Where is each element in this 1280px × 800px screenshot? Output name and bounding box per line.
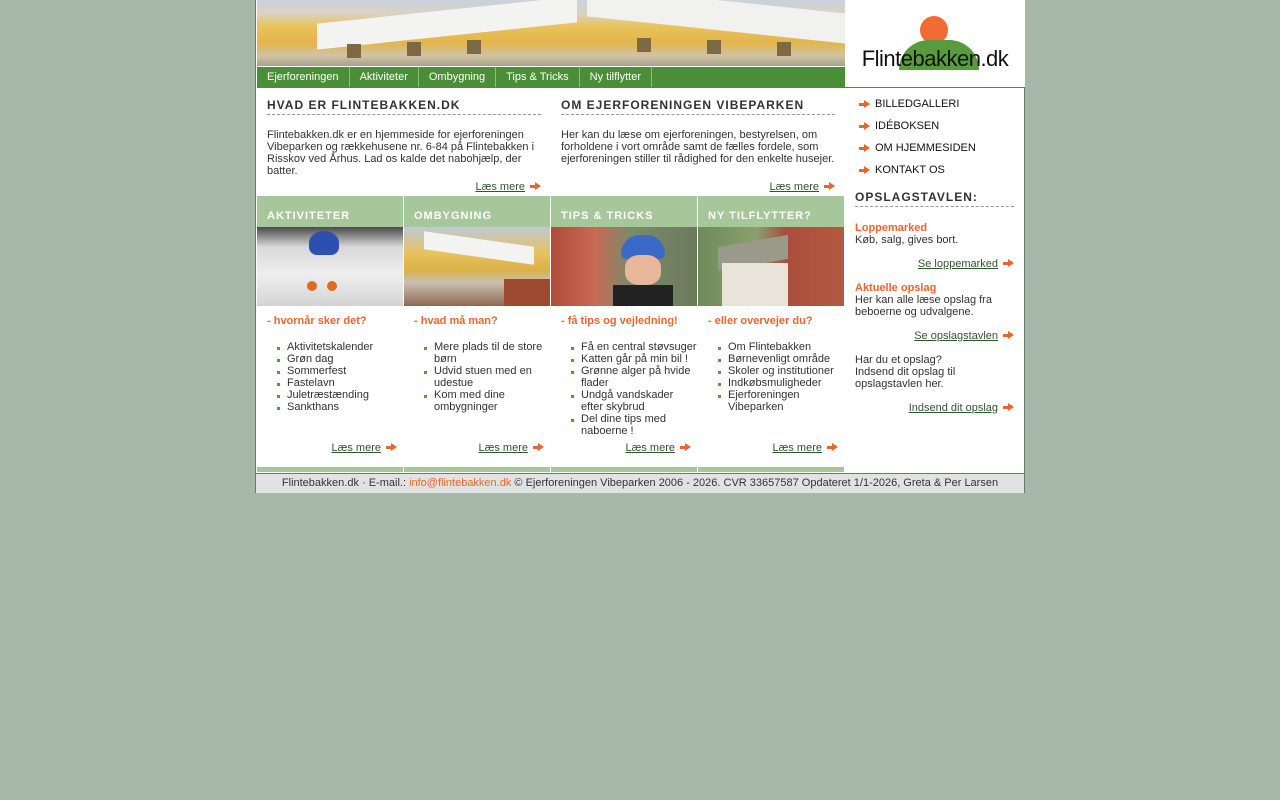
list-item[interactable]: Udvid stuen med en udestue	[434, 365, 550, 389]
column-title: NY TILFLYTTER?	[698, 196, 844, 227]
arrow-right-icon	[386, 443, 397, 452]
list-item[interactable]: Grøn dag	[287, 353, 403, 365]
list-item[interactable]: Katten går på min bil !	[581, 353, 697, 365]
email-link[interactable]: info@flintebakken.dk	[409, 477, 512, 489]
intro-section-about-site	[267, 98, 541, 193]
sidebar-item-kontakt-os[interactable]: KONTAKT OS	[855, 164, 1014, 186]
column-subtitle: - eller overvejer du?	[708, 315, 813, 327]
list-item[interactable]: Grønne alger på hvide flader	[581, 365, 697, 389]
nav-aktiviteter[interactable]: Aktiviteter	[350, 67, 419, 87]
list-item[interactable]: Indkøbsmuligheder	[728, 377, 844, 389]
list-item[interactable]: Sommerfest	[287, 365, 403, 377]
nav-ny-tilflytter[interactable]: Ny tilflytter	[580, 67, 652, 87]
logo[interactable]	[845, 0, 1025, 87]
header-divider	[257, 87, 1025, 88]
column-ombygning	[404, 196, 550, 472]
list-item[interactable]: Om Flintebakken	[728, 341, 844, 353]
sidebar-item-om-hjemmesiden[interactable]: OM HJEMMESIDEN	[855, 142, 1014, 164]
note-text: Her kan alle læse opslag fra beboerne og udvalgene.	[855, 294, 992, 318]
submit-note-link[interactable]: Indsend dit opslag	[909, 402, 1014, 414]
arrow-right-icon	[827, 443, 838, 452]
list-item[interactable]: Skoler og institutioner	[728, 365, 844, 377]
column-image-houses	[404, 227, 550, 306]
list-item[interactable]: Børnevenligt område	[728, 353, 844, 365]
column-subtitle: - hvad må man?	[414, 315, 498, 327]
column-subtitle: - hvornår sker det?	[267, 315, 367, 327]
column-list	[698, 341, 844, 413]
submit-question: Har du et opslag?	[855, 354, 942, 366]
list-item[interactable]: Fastelavn	[287, 377, 403, 389]
board-link[interactable]: Se opslagstavlen	[914, 330, 1014, 342]
list-item[interactable]: Ejerforeningen Vibeparken	[728, 389, 844, 413]
column-footer-bar	[551, 467, 697, 472]
column-list	[404, 341, 550, 413]
flea-market-link[interactable]: Se loppemarked	[918, 258, 1014, 270]
read-more-link[interactable]: Læs mere	[772, 442, 838, 454]
sidebar-item-billedgalleri[interactable]: BILLEDGALLERI	[855, 98, 1014, 120]
arrow-right-icon	[1003, 259, 1014, 268]
list-item[interactable]: Aktivitetskalender	[287, 341, 403, 353]
column-footer-bar	[698, 467, 844, 472]
read-more-link[interactable]: Læs mere	[475, 181, 541, 193]
column-tips-tricks	[551, 196, 697, 472]
list-item[interactable]: Mere plads til de store børn	[434, 341, 550, 365]
sidebar-item-ideboksen[interactable]: IDÉBOKSEN	[855, 120, 1014, 142]
list-item[interactable]: Kom med dine ombygninger	[434, 389, 550, 413]
section-text: Flintebakken.dk er en hjemmeside for ejerforeningen Vibeparken og rækkehusene nr. 6-84 på Flintebakken i Risskov ved Århus. Lad os kalde det nabohjælp, der batter.	[267, 129, 535, 177]
column-title: TIPS & TRICKS	[551, 196, 697, 227]
list-item[interactable]: Få en central støvsuger	[581, 341, 697, 353]
column-title: OMBYGNING	[404, 196, 550, 227]
note-heading: Aktuelle opslag	[855, 282, 937, 294]
list-item[interactable]: Juletræstænding	[287, 389, 403, 401]
list-item[interactable]: Undgå vandskader efter skybrud	[581, 389, 697, 413]
column-image-child	[551, 227, 697, 306]
column-subtitle: - få tips og vejledning!	[561, 315, 678, 327]
arrow-right-icon	[859, 122, 870, 131]
arrow-right-icon	[859, 144, 870, 153]
read-more-link[interactable]: Læs mere	[331, 442, 397, 454]
submit-text: Indsend dit opslag til opslagstavlen her.	[855, 366, 956, 390]
column-title: AKTIVITETER	[257, 196, 403, 227]
nav-tips-tricks[interactable]: Tips & Tricks	[496, 67, 580, 87]
list-item[interactable]: Del dine tips med naboerne !	[581, 413, 697, 437]
arrow-right-icon	[530, 182, 541, 191]
board-title: OPSLAGSTAVLEN:	[855, 190, 1014, 207]
column-ny-tilflytter	[698, 196, 844, 472]
arrow-right-icon	[859, 166, 870, 175]
arrow-right-icon	[680, 443, 691, 452]
column-aktiviteter	[257, 196, 403, 472]
section-text: Her kan du læse om ejerforeningen, bestyrelsen, om forholdene i vort område samt de fælles fordele, som ejerforeningen stiller til rådighed for den enkelte husejer.	[561, 129, 835, 165]
arrow-right-icon	[859, 100, 870, 109]
list-item[interactable]: Sankthans	[287, 401, 403, 413]
note-heading: Loppemarked	[855, 222, 928, 234]
read-more-link[interactable]: Læs mere	[769, 181, 835, 193]
sidebar	[855, 98, 1014, 414]
read-more-link[interactable]: Læs mere	[625, 442, 691, 454]
nav-ombygning[interactable]: Ombygning	[419, 67, 496, 87]
note-text: Køb, salg, gives bort.	[855, 234, 959, 246]
arrow-right-icon	[824, 182, 835, 191]
footer-copyright: © Ejerforeningen Vibeparken 2006 - 2026. CVR 33657587 Opdateret 1/1-2026, Greta & Per Larsen	[511, 477, 999, 489]
column-list	[257, 341, 403, 413]
footer	[256, 473, 1024, 493]
column-list	[551, 341, 697, 437]
column-image-snow	[257, 227, 403, 306]
arrow-right-icon	[1003, 331, 1014, 340]
logo-text: Flintebakken.dk	[861, 46, 1009, 71]
footer-prefix: Flintebakken.dk · E-mail.:	[281, 477, 410, 489]
section-title: HVAD ER FLINTEBAKKEN.DK	[267, 98, 541, 115]
column-footer-bar	[257, 467, 403, 472]
header-banner-image	[257, 0, 845, 66]
section-title: OM EJERFORENINGEN VIBEPARKEN	[561, 98, 835, 115]
arrow-right-icon	[533, 443, 544, 452]
page-container	[255, 0, 1025, 493]
read-more-link[interactable]: Læs mere	[478, 442, 544, 454]
nav-ejerforeningen[interactable]: Ejerforeningen	[257, 67, 350, 87]
intro-section-association	[561, 98, 835, 193]
column-image-playhouse	[698, 227, 844, 306]
top-navigation	[257, 67, 845, 87]
column-footer-bar	[404, 467, 550, 472]
arrow-right-icon	[1003, 403, 1014, 412]
